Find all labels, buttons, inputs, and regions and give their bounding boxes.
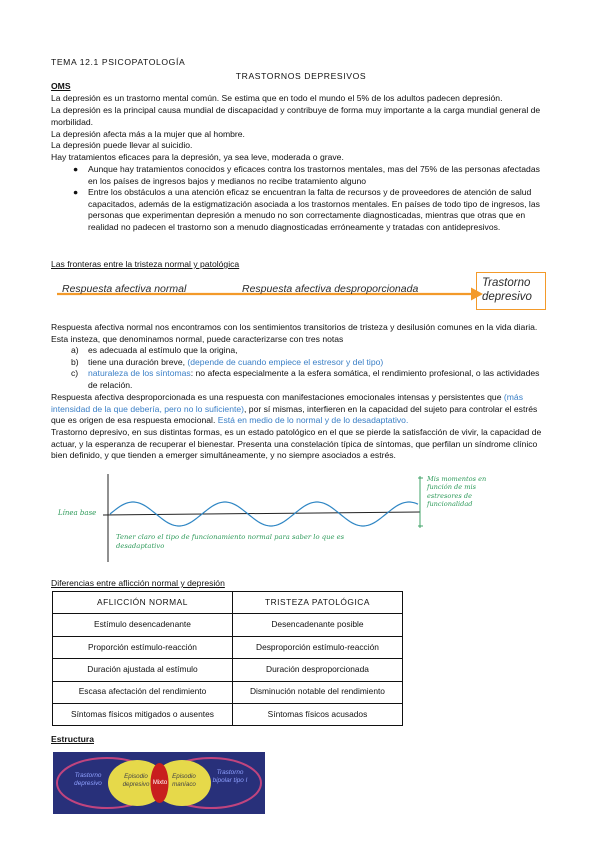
list-item: ● Aunque hay tratamientos conocidos y eficaces contra los trastornos mentales, mas del 75% de las personas afectadas en los países de ingresos bajos y medianos no recibe tratamiento alguno <box>73 164 540 186</box>
oms-line-4: La depresión puede llevar al suicidio. <box>51 140 193 150</box>
trastorno-box-label: Trastorno depresivo <box>482 277 532 303</box>
estructura-heading: Estructura <box>51 734 94 744</box>
header-afliccion: AFLICCIÓN NORMAL <box>53 592 233 614</box>
trastorno-box <box>476 272 546 310</box>
list-item: a) es adecuada al estímulo que la origina, <box>71 345 238 355</box>
diferencias-heading: Diferencias entre aflicción normal y depresión <box>51 578 225 588</box>
list-item: c) naturaleza de los síntomas: no afecta especialmente a la esfera somática, el rendimiento profesional, o las actividades de relación. <box>71 368 540 390</box>
oms-line-3: La depresión afecta más a la mujer que al hombre. <box>51 129 245 139</box>
diagram-label-mixto: Mixto <box>152 780 168 786</box>
baseline-sketch <box>50 470 550 570</box>
diagram-label-trastorno-bipolar: Trastorno bipolar tipo I <box>212 769 248 784</box>
fronteras-heading: Las fronteras entre la tristeza normal y patológica <box>51 259 240 269</box>
list-item: b) tiene una duración breve, (depende de cuando empiece el estresor y del tipo) <box>71 356 384 367</box>
arrow-diagram <box>55 282 525 304</box>
table-header-row <box>53 592 403 614</box>
arrow-label-normal: Respuesta afectiva normal <box>62 283 187 295</box>
oms-line-1: La depresión es un trastorno mental común. Se estima que en todo el mundo el 5% de los adultos padecen depresión. <box>51 93 503 103</box>
desproporcionada-paragraph: Respuesta afectiva desproporcionada es una respuesta con manifestaciones emocionales intensas y persistentes que (más intensidad de la que debería, pero no lo suficiente), por sí mismas, interfieren en la capacidad del sujeto para controlar el estrés que es origen de esa respuesta emocional. Está en medio de lo normal y de lo desadaptativo. <box>51 392 538 426</box>
sketch-note-right: Mis momentos en función de mis estresores de funcionalidad <box>427 475 487 509</box>
comparison-table <box>52 591 403 726</box>
trastorno-paragraph: Trastorno depresivo, en sus distintas formas, es un estado patológico en el que se pierde la satisfacción de vivir, la capacidad de actuar, y la esperanza de recuperar el bienestar. Presenta una constelación típica de síntomas, que perfilan un síndrome clínico bien definido, y que tienden a emerger simultáneamente, y no siempre asociados a estrés. <box>51 427 542 461</box>
oms-line-2: La depresión es la principal causa mundial de discapacidad y contribuye de forma muy importante a la carga mundial general de morbilidad. <box>51 105 541 127</box>
table-row: Estímulo desencadenante Desencadenante posible <box>53 614 403 636</box>
diagram-label-episodio-maniaco: Episodio maníaco <box>172 773 196 788</box>
table-row: Proporción estímulo-reacción Desproporción estímulo-reacción <box>53 636 403 658</box>
oms-bullet-list <box>51 164 551 234</box>
page-title: TRASTORNOS DEPRESIVOS <box>235 71 367 81</box>
arrow-label-desproporcionada: Respuesta afectiva desproporcionada <box>242 283 419 295</box>
oms-heading: OMS <box>51 81 71 91</box>
sketch-note-bottom: Tener claro el tipo de funcionamiento normal para saber lo que es desadaptativo <box>116 533 345 550</box>
table-row: Escasa afectación del rendimiento Disminución notable del rendimiento <box>53 681 403 703</box>
oms-line-5: Hay tratamientos eficaces para la depresión, ya sea leve, moderada o grave. <box>51 152 344 162</box>
estructura-diagram <box>53 752 265 814</box>
normal-intro: Respuesta afectiva normal nos encontramos con los sentimientos transitorios de tristeza y desilusión comunes en la vida diaria. Esta insteza, que denominamos normal, puede caracterizarse con tres notas <box>51 322 538 344</box>
sketch-label-baseline: Línea base <box>58 509 97 517</box>
list-item: ● Entre los obstáculos a una atención eficaz se encuentran la falta de recursos y de proveedores de atención de salud capacitados, además de la estigmatización asociada a los trastornos mentales. En países de todo tipo de ingresos, las personas que experimentan depresión a menudo no son correctamente diagnosticadas, mientras que otras que en realidad no padecen el trastorno son a menudo diagnosticadas erróneamente y tratadas con antidepresivos. <box>73 187 540 232</box>
diagram-label-episodio-depresivo: Episodio depresivo <box>122 773 150 788</box>
header-tristeza: TRISTEZA PATOLÓGICA <box>232 592 402 614</box>
diagram-label-trastorno-depresivo: Trastorno depresivo <box>74 772 102 787</box>
normal-notes-list <box>51 345 551 391</box>
topic-title: TEMA 12.1 PSICOPATOLOGÍA <box>51 57 186 67</box>
table-row: Síntomas físicos mitigados o ausentes Síntomas físicos acusados <box>53 703 403 725</box>
table-row: Duración ajustada al estímulo Duración desproporcionada <box>53 659 403 681</box>
